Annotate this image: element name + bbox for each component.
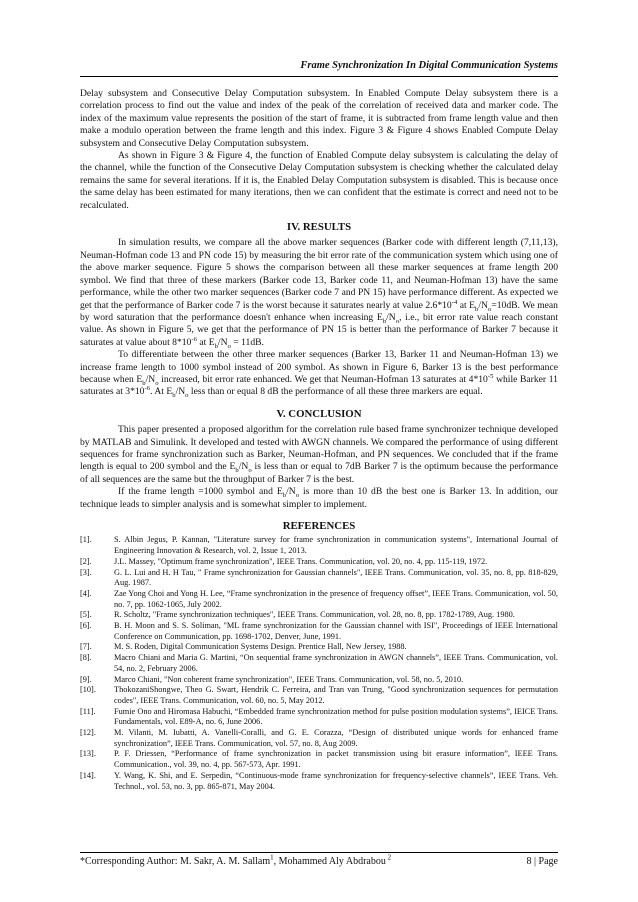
results-paragraph-2: To differentiate between the other three marker sequences (Barker 13, Barker 11 and Neuman-Hofman 13) we increase frame length to 1000 symbol instead of 200 symbol. As shown in Figure 6, Barker 13 is the best performance because when $E_b/N_o$ increased, bit error rate enhanced. We get that Neuman-Hofman 13 saturates at $4*10^{-5}$ while Barker 11 saturates at $3*10^{-6}$. At $E_b/N_o$ less than or equal 8 dB the performance of all these three markers are equal. (80, 349, 558, 400)
reference-text: P. F. Driessen, “Performance of frame synchronization in packet transmission using bit erasure information”, IEEE Trans. Communication., vol. 39, no. 4, pp. 567-573, Apr. 1991. (114, 749, 558, 770)
reference-text: S. Albin Jegus, P. Kannan, "Literature survey for frame synchronization in communication systems", International Journal of Engineering Innovation & Research, vol. 2, Issue 1, 2013. (114, 535, 558, 556)
reference-text: ThokozaniShongwe, Theo G. Swart, Hendrik C. Ferreira, and Tran van Trung, "Good synchronization sequences for permutation codes", IEEE Trans. Communication, vol. 60, no. 5, May 2012. (114, 685, 558, 705)
footer-rule (80, 852, 558, 853)
body-paragraph: As shown in Figure 3 & Figure 4, the function of Enabled Compute delay subsystem is calculating the delay of the channel, while the function of the Consecutive Delay Computation subsystem is checking whether the calculated delay remains the same for several iterations. If it is, the Enabled Delay Computation subsystem is disabled. This is because once the same delay has been estimated for many iterations, then we can confident that the estimate is correct and need not to be recalculated. (80, 150, 558, 211)
reference-item (80, 535, 558, 556)
reference-number: [2]. (80, 556, 92, 566)
reference-number: [3]. (80, 567, 92, 577)
header-rule (80, 76, 558, 77)
reference-text: M. Vilanti, M. Iubatti, A. Vanelli-Coralli, and G. E. Corazza, “Design of distributed unique words for enhanced frame synchronization”, IEEE Trans. Communication, vol. 57, no. 8, Aug 2009. (114, 728, 558, 748)
reference-item (80, 568, 558, 589)
reference-item (80, 685, 558, 706)
reference-text: J.L. Massey, "Optimum frame synchronization", IEEE Trans. Communication, vol. 20, no. 4, pp. 115-119, 1972. (114, 556, 488, 566)
reference-text: Y. Wang, K. Shi, and E. Serpedin, “Continuous-mode frame synchronization for frequency-selective channels”, IEEE Trans. Veh. Technol., vol. 53, no. 3, pp. 865-871, May 2004. (114, 770, 558, 791)
reference-item (80, 589, 558, 610)
conclusion-paragraph-1: This paper presented a proposed algorithm for the correlation rule based frame synchronizer technique developed by MATLAB and Simulink. It developed and tested with AWGN channels. We compared the performance of using different sequences for frame synchronization such as Barker, Neuman-Hofman, and PN sequences. We concluded that if the frame length is equal to 200 symbol and the $E_b/N_o$ is less than or equal to 7dB Barker 7 is the optimum because the performance of all sequences are the same but the throughput of Barker 7 is the best. (80, 424, 558, 485)
reference-number: [8]. (80, 653, 92, 663)
section-heading-conclusion: V. CONCLUSION (276, 407, 362, 420)
reference-text: Macro Chiani and Maria G. Martini, “On sequential frame synchronization in AWGN channels”, IEEE Trans. Communication, vol. 54, no. 2, February 2006. (114, 653, 558, 673)
reference-item (80, 771, 558, 792)
results-paragraph-1: In simulation results, we compare all the above marker sequences (Barker code with different length (7,11,13), Neuman-Hofman code 13 and PN code 15) by measuring the bit error rate of the communication system which using one of the above marker sequence. Figure 5 shows the comparison between all these marker sequences at frame length 200 symbol. We find that three of these markers (Barker code 13, Barker code 11, and Neuman-Hofman 13) have the same performance, while the other two marker sequences (Barker code 7 and PN 15) have performance different. As expected we get that the performance of Barker code 7 is the worst because it saturates nearly at value $2.6*10^{-4}$ at $E_b/N_o=10dB$. We mean by word saturation that the performance doesn't enhance when increasing $E_b/N_o$, i.e., bit error rate value reach constant value. As shown in Figure 5, we get that the performance of PN 15 is better than the performance of Barker 7 because it saturates at value about $8*10^{-6}$ at $E_b/N_o = 11dB$. (80, 237, 558, 350)
reference-number: [6]. (80, 621, 92, 631)
running-title: Frame Synchronization In Digital Communication Systems (300, 60, 558, 71)
reference-number: [5]. (80, 610, 92, 620)
body-paragraph: Delay subsystem and Consecutive Delay Computation subsystem. In Enabled Compute Delay subsystem there is a correlation process to find out the value and index of the peak of the correlation of received data and marker code. The index of the maximum value represents the position of the start of frame, it is subtracted from frame length value and then make a modulo operation between the frame length and this index. Figure 3 & Figure 4 shows Enabled Compute Delay subsystem and Consecutive Delay Computation subsystem. (80, 88, 558, 149)
reference-text: Marco Chiani, "Non coherent frame synchronization", IEEE Trans. Communication, vol. 58, no. 5, 2010. (114, 674, 464, 684)
reference-item (80, 642, 558, 653)
reference-text: M. S. Roden, Digital Communication Systems Design. Prentice Hall, New Jersey, 1988. (114, 642, 407, 652)
page-footer (80, 855, 558, 868)
reference-number: [1]. (80, 535, 92, 545)
reference-item (80, 621, 558, 642)
section-heading-results: IV. RESULTS (286, 221, 352, 234)
reference-text: Zae Yong Choi and Yong H. Lee, “Frame synchronization in the presence of frequency offset”, IEEE Trans. Communication, vol. 50, no. 7, pp. 1062-1065, July 2002. (114, 588, 558, 609)
reference-number: [12]. (80, 728, 96, 738)
reference-number: [4]. (80, 588, 92, 598)
conclusion-paragraph-2: If the frame length =1000 symbol and $E_b/N_o$ is more than 10 dB the best one is Barker 13. In addition, our technique leads to simpler analysis and is somewhat simpler to implement. (80, 486, 559, 510)
reference-number: [11]. (80, 706, 96, 716)
reference-number: [7]. (80, 642, 92, 652)
page-content (80, 88, 558, 792)
reference-number: [14]. (80, 770, 96, 780)
reference-number: [9]. (80, 674, 92, 684)
reference-item (80, 610, 558, 621)
reference-item (80, 557, 558, 568)
reference-item (80, 707, 558, 728)
reference-text: B. H. Moon and S. S. Soliman, "ML frame synchronization for the Gaussian channel with ISI", Proceedings of IEEE International Conference on Communication, pp. 1698-1702, Denver, June, 1991. (114, 621, 558, 641)
section-heading-references: REFERENCES (282, 520, 356, 532)
reference-item (80, 749, 558, 770)
reference-item (80, 728, 558, 749)
running-header (80, 60, 558, 76)
reference-number: [10]. (80, 685, 96, 695)
reference-list (80, 535, 558, 792)
reference-text: G. L. Lui and H. H Tau, " Frame synchronization for Gaussian channels", IEEE Trans. Communication, vol. 35, no. 8, pp. 818-829, Aug. 1987. (114, 567, 558, 588)
reference-text: R. Scholtz, "Frame synchronization techniques", IEEE Trans. Communication, vol. 28, no. 8, pp. 1782-1789, Aug. 1980. (114, 610, 515, 620)
corresponding-author: *Corresponding Author: M. Sakr, A. M. Sallam$^1$, Mohammed Aly Abdrabou $^2$ (80, 853, 392, 867)
reference-number: [13]. (80, 749, 96, 759)
page-number: 8 | Page (526, 856, 558, 867)
reference-item (80, 675, 558, 686)
reference-item (80, 653, 558, 674)
reference-text: Fumie Ono and Hiromasa Habuchi, “Embedded frame synchronization method for pulse position modulation systems”, IEICE Trans. Fundamentals, vol. E89-A, no. 6, June 2006. (114, 706, 558, 727)
